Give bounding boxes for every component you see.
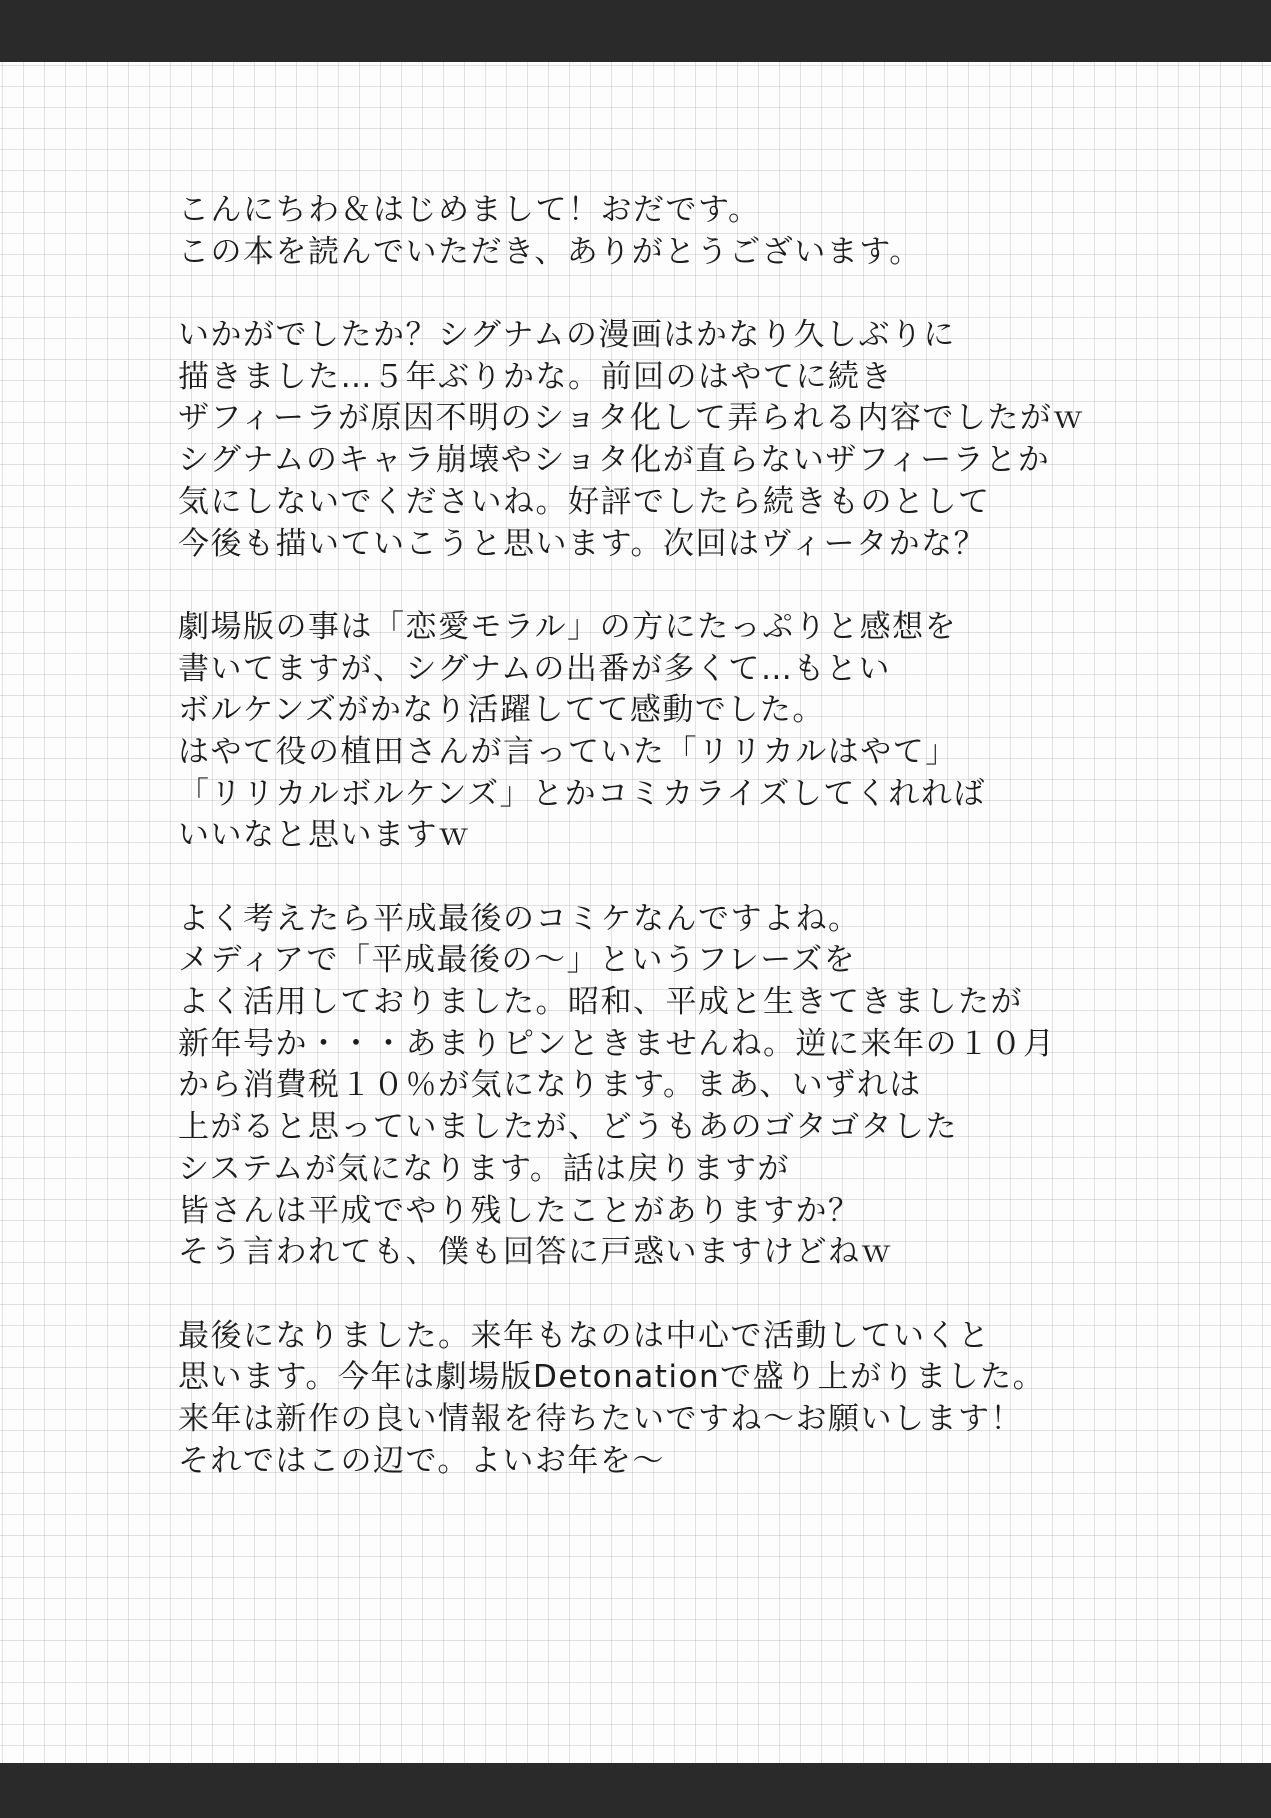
text-line: ボルケンズがかなり活躍してて感動でした。	[178, 692, 825, 729]
text-line: よく考えたら平成最後のコミケなんですよね。	[178, 900, 861, 937]
paragraph-movie	[178, 607, 1198, 857]
text-line: メディアで「平成最後の～」というフレーズを	[178, 942, 857, 979]
text-line: 上がると思っていましたが、どうもあのゴタゴタした	[178, 1109, 958, 1146]
text-line: 「リリカルボルケンズ」とかコミカライズしてくれれば	[178, 775, 986, 812]
bottom-scan-border	[0, 1763, 1271, 1818]
text-line: 皆さんは平成でやり残したことがありますか？	[178, 1192, 861, 1229]
text-line: 気にしないでくださいね。好評でしたら続きものとして	[178, 483, 991, 520]
text-line: 来年は新作の良い情報を待ちたいですね～お願いします！	[178, 1400, 1023, 1437]
paragraph-signum	[178, 315, 1198, 565]
text-line: から消費税１０％が気になります。まあ、いずれは	[178, 1067, 922, 1104]
text-line: それではこの辺で。よいお年を～	[178, 1442, 665, 1479]
text-line: 書いてますが、シグナムの出番が多くて…もとい	[178, 650, 891, 687]
text-line: 今後も描いていこうと思います。次回はヴィータかな？	[178, 525, 987, 562]
text-line: 劇場版の事は「恋愛モラル」の方にたっぷりと感想を	[178, 608, 958, 645]
text-line: 描きました…５年ぶりかな。前回のはやてに続き	[178, 358, 893, 395]
text-line: ザフィーラが原因不明のショタ化して弄られる内容でしたがｗ	[178, 400, 1085, 437]
afterword-text	[178, 190, 1198, 1524]
paragraph-closing	[178, 1316, 1198, 1483]
text-line: よく活用しておりました。昭和、平成と生きてきましたが	[178, 984, 1023, 1021]
paragraph-greeting	[178, 190, 1198, 273]
text-line: 最後になりました。来年もなのは中心で活動していくと	[178, 1317, 991, 1354]
top-scan-border	[0, 0, 1271, 62]
text-line: いいなと思いますｗ	[178, 817, 471, 854]
text-line: シグナムのキャラ崩壊やショタ化が直らないザフィーラとか	[178, 442, 1051, 479]
text-line: いかがでしたか？シグナムの漫画はかなり久しぶりに	[178, 317, 956, 354]
text-line: そう言われても、僕も回答に戸惑いますけどねｗ	[178, 1234, 893, 1271]
text-line: 新年号か・・・あまりピンときませんね。逆に来年の１０月	[178, 1025, 1056, 1062]
text-line: システムが気になります。話は戻りますが	[178, 1150, 790, 1187]
text-line: 思います。今年は劇場版Detonationで盛り上がりました。	[178, 1359, 1046, 1396]
text-line: こんにちわ＆はじめまして！おだです。	[178, 192, 761, 228]
text-line: はやて役の植田さんが言っていた「リリカルはやて」	[178, 733, 958, 770]
text-line: この本を読んでいただき、ありがとうございます。	[178, 233, 922, 270]
paragraph-heisei	[178, 899, 1198, 1274]
